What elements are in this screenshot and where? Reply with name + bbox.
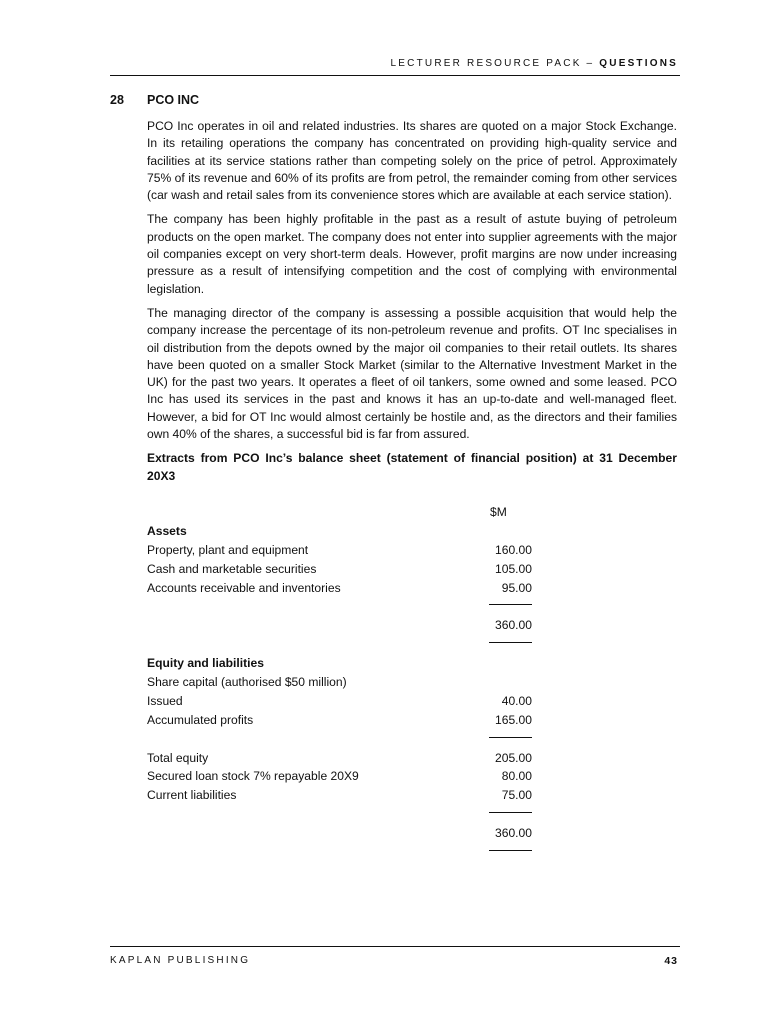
total-rule xyxy=(147,635,532,654)
balance-sheet xyxy=(147,503,532,862)
row-label: Property, plant and equipment xyxy=(147,542,309,557)
row-label: Accounts receivable and inventories xyxy=(147,580,341,595)
assets-heading-row xyxy=(147,522,532,541)
total-rule xyxy=(147,730,532,749)
header-part: QUESTIONS xyxy=(599,58,678,69)
table-row xyxy=(147,786,532,805)
total-row xyxy=(147,616,532,635)
row-label: Share capital (authorised $50 million) xyxy=(147,675,347,690)
equity-heading: Equity and liabilities xyxy=(147,656,264,671)
row-label: Accumulated profits xyxy=(147,712,254,727)
footer-publisher: KAPLAN PUBLISHING xyxy=(110,955,251,966)
table-row xyxy=(147,711,532,730)
assets-total: 360.00 xyxy=(495,618,532,633)
row-value: 40.00 xyxy=(501,693,532,708)
question-title: PCO INC xyxy=(147,93,200,107)
equity-heading-row xyxy=(147,654,532,673)
row-label: Issued xyxy=(147,693,183,708)
row-value: 95.00 xyxy=(501,580,532,595)
table-row xyxy=(147,560,532,579)
table-row xyxy=(147,692,532,711)
page-number: 43 xyxy=(664,955,678,967)
question-body xyxy=(147,118,677,492)
assets-heading: Assets xyxy=(147,523,187,538)
header-section: LECTURER RESOURCE PACK – xyxy=(390,58,595,69)
unit-row xyxy=(147,503,532,522)
row-label: Current liabilities xyxy=(147,788,237,803)
row-value: 165.00 xyxy=(495,712,532,727)
header-rule xyxy=(110,75,680,76)
total-rule xyxy=(147,805,532,824)
row-value: 205.00 xyxy=(495,750,532,765)
row-value: 105.00 xyxy=(495,561,532,576)
table-row xyxy=(147,767,532,786)
paragraph: The company has been highly profitable in the past as a result of astute buying of petroleum products on the open market. The company does not enter into supplier agreements with the major oil companies except on very short-term deals. However, profit margins are now under increasing pressure as a result of intensifying competition and the cost of complying with environmental legislation. xyxy=(147,212,677,296)
running-header xyxy=(391,58,678,69)
total-row xyxy=(147,824,532,843)
liabilities-total: 360.00 xyxy=(495,826,532,841)
row-value: 160.00 xyxy=(495,542,532,557)
table-row xyxy=(147,541,532,560)
row-value: 80.00 xyxy=(501,769,532,784)
extract-heading: Extracts from PCO Inc’s balance sheet (statement of financial position) at 31 December 20X3 xyxy=(147,451,677,483)
row-value: 75.00 xyxy=(501,788,532,803)
paragraph: The managing director of the company is assessing a possible acquisition that would help the company increase the percentage of its non-petroleum revenue and profits. OT Inc specialises in oil distribution from the depots owned by the major oil companies to their retail outlets. Its shares have been quoted on a smaller Stock Market (similar to the Alternative Investment Market in the UK) for the past two years. It operates a fleet of oil tankers, some owned and some leased. PCO Inc has used its services in the past and knows it has an up-to-date and well-managed fleet. However, a bid for OT Inc would almost certainly be hostile and, as the directors and their families own 40% of the shares, a successful bid is far from assured. xyxy=(147,305,677,442)
unit-label: $M xyxy=(490,505,507,519)
table-row xyxy=(147,749,532,768)
row-label: Total equity xyxy=(147,750,209,765)
table-row xyxy=(147,579,532,598)
paragraph: PCO Inc operates in oil and related industries. Its shares are quoted on a major Stock Exchange. In its retailing operations the company has concentrated on providing high-quality service and facilities at its service stations rather than competing solely on the price of petrol. Approximately 75% of its revenue and 60% of its profits are from petrol, the remainder coming from other services (car wash and retail sales from its convenience stores which are available at each service station). xyxy=(147,119,677,203)
row-label: Secured loan stock 7% repayable 20X9 xyxy=(147,769,359,784)
footer-rule xyxy=(110,946,680,947)
row-label: Cash and marketable securities xyxy=(147,561,317,576)
question-number: 28 xyxy=(110,93,124,107)
total-rule xyxy=(147,597,532,616)
table-row xyxy=(147,673,532,692)
total-rule xyxy=(147,843,532,862)
